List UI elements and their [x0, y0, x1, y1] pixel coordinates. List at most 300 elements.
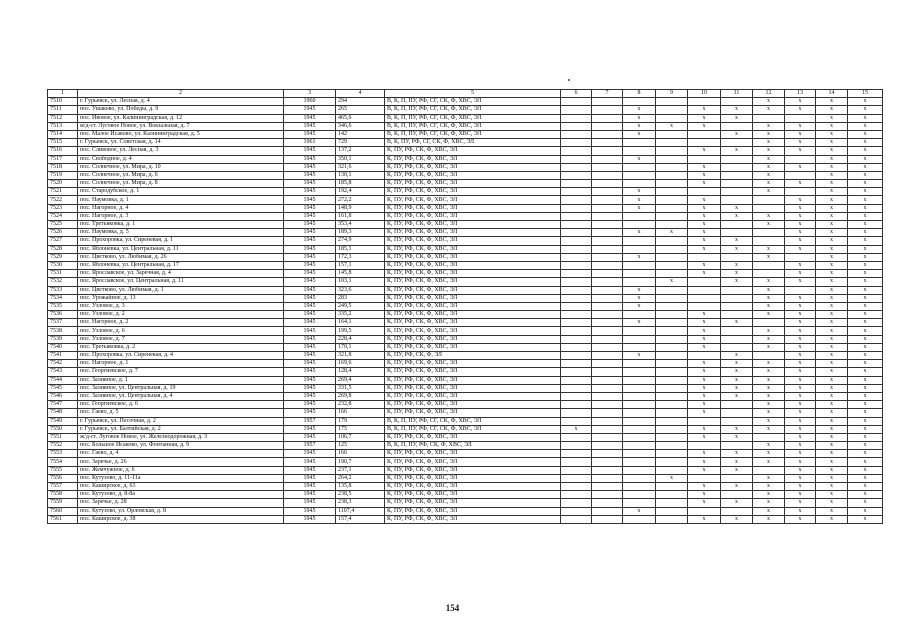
table-cell: [623, 450, 656, 458]
table-cell: х: [848, 376, 883, 384]
table-cell: 1957: [284, 442, 336, 450]
table-cell: 1945: [284, 188, 336, 196]
table-cell: х: [753, 417, 785, 425]
table-cell: х: [816, 458, 848, 466]
table-cell: 7511: [48, 106, 78, 114]
table-cell: 7561: [48, 515, 78, 523]
table-cell: [656, 360, 688, 368]
header-cell: 7: [592, 90, 623, 98]
table-cell: х: [688, 384, 721, 392]
table-cell: 145,8: [336, 270, 385, 278]
table-cell: 185,1: [336, 245, 385, 253]
table-cell: пос. Яблоневка, ул. Центральная, д. 11: [78, 245, 284, 253]
table-cell: 190,7: [336, 458, 385, 466]
table-cell: [623, 417, 656, 425]
table-cell: 1945: [284, 466, 336, 474]
table-row: [48, 311, 883, 319]
table-cell: 1945: [284, 155, 336, 163]
table-cell: пос. Кутузово, д. 8-8а: [78, 491, 284, 499]
table-cell: В, К, ПУ, РФ, СГ, СК, Ф, ХВС, ЭЛ: [385, 139, 561, 147]
table-row: [48, 130, 883, 138]
table-cell: 166: [336, 450, 385, 458]
table-cell: [656, 319, 688, 327]
table-cell: К, ПУ, РФ, СК, Ф, ХВС, ЭЛ: [385, 311, 561, 319]
table-row: [48, 384, 883, 392]
table-cell: пос. Прохоровка, ул. Сиреневая, д. 4: [78, 352, 284, 360]
table-cell: [721, 474, 753, 482]
table-cell: х: [785, 221, 816, 229]
table-cell: [623, 98, 656, 106]
table-cell: 7533: [48, 286, 78, 294]
table-cell: [753, 204, 785, 212]
table-cell: [656, 466, 688, 474]
table-cell: пос. Заливное, д. 1: [78, 376, 284, 384]
table-cell: х: [785, 302, 816, 310]
table-cell: х: [561, 425, 592, 433]
table-cell: х: [848, 384, 883, 392]
table-cell: пос. Жемчужное, д. 6: [78, 466, 284, 474]
table-cell: х: [816, 343, 848, 351]
table-cell: [785, 171, 816, 179]
table-cell: [753, 319, 785, 327]
table-cell: х: [785, 163, 816, 171]
table-cell: х: [816, 130, 848, 138]
table-cell: [561, 237, 592, 245]
table-cell: [623, 360, 656, 368]
table-cell: 331,5: [336, 384, 385, 392]
table-cell: [721, 507, 753, 515]
table-cell: [721, 229, 753, 237]
table-row: [48, 245, 883, 253]
table-cell: 7553: [48, 450, 78, 458]
table-row: [48, 171, 883, 179]
table-cell: пос. Солнечное, ул. Мира, д. 8: [78, 180, 284, 188]
table-cell: [592, 450, 623, 458]
table-cell: х: [816, 409, 848, 417]
table-cell: К, ПУ, РФ, СК, Ф, ХВС, ЭЛ: [385, 196, 561, 204]
table-cell: х: [688, 335, 721, 343]
table-cell: 335,2: [336, 311, 385, 319]
table-cell: [623, 335, 656, 343]
table-cell: х: [656, 278, 688, 286]
table-cell: х: [688, 491, 721, 499]
table-cell: К, ПУ, РФ, СК, Ф, ХВС, ЭЛ: [385, 270, 561, 278]
table-cell: х: [816, 327, 848, 335]
header-cell: 13: [785, 90, 816, 98]
table-cell: х: [785, 425, 816, 433]
table-cell: х: [688, 270, 721, 278]
table-cell: 1957: [284, 417, 336, 425]
table-cell: 7556: [48, 474, 78, 482]
table-cell: К, ПУ, РФ, СК, Ф, ХВС, ЭЛ: [385, 261, 561, 269]
table-cell: х: [848, 335, 883, 343]
table-cell: К, ПУ, РФ, СК, Ф, ХВС, ЭЛ: [385, 327, 561, 335]
table-cell: [561, 368, 592, 376]
table-cell: [623, 392, 656, 400]
table-cell: [656, 311, 688, 319]
table-cell: х: [816, 319, 848, 327]
table-cell: [753, 114, 785, 122]
table-cell: 7535: [48, 302, 78, 310]
table-cell: [688, 507, 721, 515]
table-cell: [592, 352, 623, 360]
table-cell: 1945: [284, 196, 336, 204]
table-cell: [561, 253, 592, 261]
table-cell: 1945: [284, 253, 336, 261]
table-cell: [656, 507, 688, 515]
table-cell: х: [785, 466, 816, 474]
table-cell: 169,6: [336, 360, 385, 368]
table-cell: х: [785, 196, 816, 204]
table-cell: 321,6: [336, 163, 385, 171]
table-cell: х: [785, 147, 816, 155]
table-cell: х: [721, 392, 753, 400]
table-cell: 350,1: [336, 155, 385, 163]
table-cell: х: [816, 368, 848, 376]
table-cell: 7529: [48, 253, 78, 261]
table-cell: 1945: [284, 425, 336, 433]
table-cell: х: [785, 311, 816, 319]
table-cell: [656, 188, 688, 196]
table-cell: 729: [336, 139, 385, 147]
table-cell: 1945: [284, 392, 336, 400]
table-cell: х: [785, 352, 816, 360]
table-cell: пос. Малое Исаково, ул. Калининградская, д. 5: [78, 130, 284, 138]
table-cell: [623, 433, 656, 441]
table-cell: х: [721, 499, 753, 507]
table-cell: х: [623, 319, 656, 327]
table-cell: [592, 122, 623, 130]
table-cell: 7540: [48, 343, 78, 351]
table-cell: [592, 106, 623, 114]
table-cell: [592, 98, 623, 106]
table-cell: х: [816, 171, 848, 179]
table-cell: 175: [336, 425, 385, 433]
table-cell: х: [785, 442, 816, 450]
table-cell: К, ПУ, РФ, СК, Ф, ХВС, ЭЛ: [385, 368, 561, 376]
table-cell: [721, 221, 753, 229]
table-cell: х: [623, 122, 656, 130]
table-cell: х: [753, 474, 785, 482]
table-cell: [656, 450, 688, 458]
table-cell: 7557: [48, 483, 78, 491]
table-cell: [721, 335, 753, 343]
table-cell: х: [816, 352, 848, 360]
table-cell: 7558: [48, 491, 78, 499]
table-cell: [561, 417, 592, 425]
table-cell: [561, 352, 592, 360]
table-cell: [561, 188, 592, 196]
table-cell: х: [688, 425, 721, 433]
table-cell: [592, 278, 623, 286]
table-cell: [753, 229, 785, 237]
table-cell: х: [753, 130, 785, 138]
table-cell: х: [848, 458, 883, 466]
table-cell: [688, 253, 721, 261]
table-cell: [623, 474, 656, 482]
table-cell: х: [688, 392, 721, 400]
table-cell: [656, 106, 688, 114]
table-cell: 179: [336, 417, 385, 425]
table-cell: х: [848, 245, 883, 253]
table-cell: х: [688, 106, 721, 114]
table-cell: [623, 261, 656, 269]
table-cell: [592, 196, 623, 204]
table-cell: х: [848, 466, 883, 474]
table-cell: пос. Большое Исаково, ул. Фонтанная, д. 9: [78, 442, 284, 450]
table-cell: К, ПУ, РФ, СК, Ф, ХВС, ЭЛ: [385, 302, 561, 310]
table-cell: [561, 212, 592, 220]
table-cell: В, К, П, ПУ, РФ, СК, Ф, ХВС, ЭЛ: [385, 442, 561, 450]
table-cell: 274,9: [336, 237, 385, 245]
table-cell: [592, 384, 623, 392]
table-cell: 1945: [284, 171, 336, 179]
table-cell: [592, 515, 623, 523]
table-cell: [785, 286, 816, 294]
table-cell: г. Гурьевск, ул. Советская, д. 14: [78, 139, 284, 147]
table-cell: х: [688, 483, 721, 491]
table-cell: х: [848, 499, 883, 507]
table-cell: [721, 188, 753, 196]
table-cell: х: [848, 352, 883, 360]
table-row: [48, 237, 883, 245]
table-cell: [656, 409, 688, 417]
table-cell: 7519: [48, 171, 78, 179]
table-cell: К, ПУ, РФ, СК, Ф, ХВС, ЭЛ: [385, 401, 561, 409]
table-cell: х: [623, 294, 656, 302]
header-cell: 12: [753, 90, 785, 98]
table-cell: х: [785, 180, 816, 188]
table-cell: 172,3: [336, 253, 385, 261]
table-cell: 1945: [284, 433, 336, 441]
table-cell: К, ПУ, РФ, СК, Ф, ХВС, ЭЛ: [385, 212, 561, 220]
table-cell: х: [816, 139, 848, 147]
table-cell: [688, 294, 721, 302]
table-cell: х: [816, 221, 848, 229]
table-cell: [623, 270, 656, 278]
table-cell: 1945: [284, 401, 336, 409]
table-row: [48, 368, 883, 376]
table-row: [48, 270, 883, 278]
header-cell: 6: [561, 90, 592, 98]
table-cell: х: [816, 466, 848, 474]
table-cell: х: [688, 499, 721, 507]
table-cell: х: [816, 491, 848, 499]
table-cell: х: [753, 106, 785, 114]
table-cell: х: [753, 302, 785, 310]
table-cell: [561, 409, 592, 417]
table-cell: х: [785, 130, 816, 138]
table-cell: х: [753, 450, 785, 458]
table-cell: К, ПУ, РФ, СК, Ф, ЭЛ: [385, 352, 561, 360]
table-cell: [688, 417, 721, 425]
table-cell: х: [688, 237, 721, 245]
table-cell: [623, 147, 656, 155]
table-cell: [592, 499, 623, 507]
table-cell: [623, 499, 656, 507]
table-cell: х: [753, 147, 785, 155]
table-cell: [592, 130, 623, 138]
table-cell: К, ПУ, РФ, СК, Ф, ХВС, ЭЛ: [385, 155, 561, 163]
table-cell: х: [816, 302, 848, 310]
table-cell: х: [785, 401, 816, 409]
table-cell: 7524: [48, 212, 78, 220]
table-cell: [623, 425, 656, 433]
table-cell: х: [688, 204, 721, 212]
table-cell: [592, 163, 623, 171]
table-cell: 1945: [284, 343, 336, 351]
table-cell: х: [816, 212, 848, 220]
housing-registry-table: [47, 89, 883, 524]
table-cell: [561, 302, 592, 310]
table-cell: [753, 466, 785, 474]
table-cell: [623, 180, 656, 188]
table-cell: 1945: [284, 450, 336, 458]
table-cell: [721, 311, 753, 319]
table-cell: [656, 114, 688, 122]
table-cell: х: [721, 204, 753, 212]
table-row: [48, 392, 883, 400]
table-cell: х: [688, 147, 721, 155]
table-row: [48, 122, 883, 130]
table-cell: х: [753, 163, 785, 171]
table-cell: х: [721, 352, 753, 360]
table-cell: х: [785, 245, 816, 253]
table-cell: 7513: [48, 122, 78, 130]
table-cell: К, ПУ, РФ, СК, Ф, ХВС, ЭЛ: [385, 433, 561, 441]
table-cell: К, ПУ, РФ, СК, Ф, ХВС, ЭЛ: [385, 450, 561, 458]
header-cell: 3: [284, 90, 336, 98]
table-cell: х: [816, 188, 848, 196]
table-row: [48, 499, 883, 507]
table-cell: х: [816, 245, 848, 253]
table-cell: [623, 343, 656, 351]
table-cell: К, ПУ, РФ, СК, Ф, ХВС, ЭЛ: [385, 474, 561, 482]
table-cell: 264,2: [336, 474, 385, 482]
table-cell: х: [785, 376, 816, 384]
table-cell: [561, 229, 592, 237]
table-cell: [721, 302, 753, 310]
table-row: [48, 278, 883, 286]
table-cell: 1945: [284, 515, 336, 523]
table-cell: [688, 98, 721, 106]
table-row: [48, 139, 883, 147]
table-cell: [592, 294, 623, 302]
table-cell: 1945: [284, 499, 336, 507]
table-cell: пос. Заливное, ул. Центральная, д. 19: [78, 384, 284, 392]
table-cell: х: [753, 360, 785, 368]
table-cell: 7531: [48, 270, 78, 278]
table-cell: пос. Каширское, д. 63: [78, 483, 284, 491]
table-cell: х: [753, 499, 785, 507]
table-cell: х: [721, 278, 753, 286]
table-cell: пос. Заливное, ул. Центральная, д. 4: [78, 392, 284, 400]
table-cell: х: [785, 98, 816, 106]
header-cell: 8: [623, 90, 656, 98]
table-cell: х: [753, 221, 785, 229]
table-cell: [623, 171, 656, 179]
table-cell: [561, 458, 592, 466]
table-cell: х: [848, 114, 883, 122]
table-cell: х: [753, 483, 785, 491]
table-cell: х: [785, 319, 816, 327]
table-cell: пос. Каширское, д. 38: [78, 515, 284, 523]
table-cell: [623, 409, 656, 417]
table-cell: [656, 270, 688, 278]
table-cell: х: [753, 286, 785, 294]
table-cell: [656, 237, 688, 245]
table-cell: х: [848, 507, 883, 515]
table-cell: 1945: [284, 122, 336, 130]
table-cell: х: [785, 139, 816, 147]
table-cell: х: [785, 327, 816, 335]
table-cell: [561, 106, 592, 114]
table-cell: 7545: [48, 384, 78, 392]
table-cell: [721, 417, 753, 425]
table-row: [48, 335, 883, 343]
table-cell: х: [623, 253, 656, 261]
table-cell: х: [848, 311, 883, 319]
table-cell: х: [721, 515, 753, 523]
table-cell: х: [688, 433, 721, 441]
table-cell: [656, 163, 688, 171]
table-cell: [592, 409, 623, 417]
table-cell: В, К, П, ПУ, РФ, СГ, СК, Ф, ХВС, ЭЛ: [385, 122, 561, 130]
table-cell: х: [623, 302, 656, 310]
table-cell: [561, 139, 592, 147]
table-cell: [592, 188, 623, 196]
table-cell: [785, 188, 816, 196]
table-cell: х: [848, 122, 883, 130]
table-cell: х: [688, 458, 721, 466]
table-cell: В, К, П, ПУ, РФ, СГ, СК, Ф, ХВС, ЭЛ: [385, 114, 561, 122]
table-cell: х: [753, 507, 785, 515]
table-cell: х: [848, 491, 883, 499]
table-cell: [721, 171, 753, 179]
table-cell: х: [785, 368, 816, 376]
table-cell: х: [816, 417, 848, 425]
table-cell: К, ПУ, РФ, СК, Ф, ХВС, ЭЛ: [385, 360, 561, 368]
table-cell: 1945: [284, 302, 336, 310]
table-cell: пос. Нагорное, д. 4: [78, 204, 284, 212]
table-cell: 7518: [48, 163, 78, 171]
table-cell: х: [623, 204, 656, 212]
table-cell: [561, 286, 592, 294]
table-cell: [753, 261, 785, 269]
table-cell: 1945: [284, 221, 336, 229]
table-cell: 283: [336, 294, 385, 302]
table-cell: [561, 335, 592, 343]
table-cell: [656, 499, 688, 507]
table-cell: [688, 474, 721, 482]
table-cell: х: [785, 433, 816, 441]
table-cell: [592, 270, 623, 278]
table-cell: 7522: [48, 196, 78, 204]
table-cell: х: [848, 139, 883, 147]
table-cell: пос. Стародубское, д. 1: [78, 188, 284, 196]
table-cell: [656, 515, 688, 523]
table-cell: [688, 442, 721, 450]
table-cell: пос. Солнечное, ул. Мира, д. 6: [78, 171, 284, 179]
table-cell: 7555: [48, 466, 78, 474]
table-cell: г. Гурьевск, ул. Лесная, д. 4: [78, 98, 284, 106]
table-cell: м/д-ст. Луговое Новое, ул. Вокзальная, д. 7: [78, 122, 284, 130]
table-cell: 1945: [284, 311, 336, 319]
table-cell: х: [721, 384, 753, 392]
table-cell: х: [785, 204, 816, 212]
table-cell: х: [753, 188, 785, 196]
table-cell: х: [623, 155, 656, 163]
